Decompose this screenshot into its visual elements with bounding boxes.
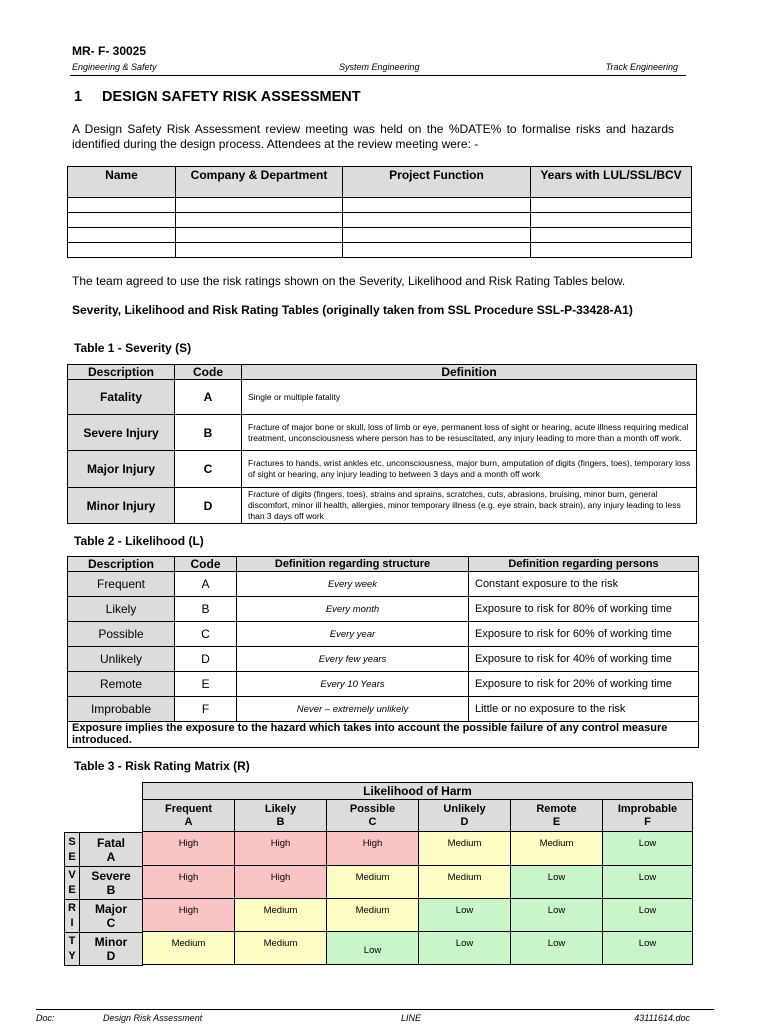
- attendees-header-years: Years with LUL/SSL/BCV: [531, 167, 692, 198]
- likelihood-persons: Little or no exposure to the risk: [469, 697, 699, 722]
- severity-table: [67, 364, 697, 524]
- severity-header-definition: Definition: [242, 365, 697, 380]
- severity-definition: Fractures to hands, wrist ankles etc, unconsciousness, major burn, amputation of digits (fingers, toes), temporary loss of sight or hearing, any injury leading to between 3 days and a month off work: [242, 451, 697, 488]
- likelihood-persons: Exposure to risk for 80% of working time: [469, 597, 699, 622]
- severity-definition: Fracture of major bone or skull, loss of limb or eye, permanent loss of sight or hearing, acute illness requiring medical treatment, unconsciousness where person has to be resuscitated, any injury leading to more than a month off work.: [242, 415, 697, 451]
- footer-doc-title: Design Risk Assessment: [103, 1013, 203, 1023]
- severity-axis: [64, 832, 143, 966]
- risk-cell: High: [143, 899, 235, 932]
- likelihood-table: [67, 556, 699, 748]
- likelihood-description: Frequent: [68, 572, 175, 597]
- risk-cell: Low: [511, 932, 603, 965]
- likelihood-description: Likely: [68, 597, 175, 622]
- section-title: DESIGN SAFETY RISK ASSESSMENT: [102, 89, 361, 105]
- severity-description: Severe Injury: [68, 415, 175, 451]
- likelihood-code: B: [175, 597, 237, 622]
- matrix-row: [143, 832, 693, 866]
- severity-description: Fatality: [68, 380, 175, 415]
- likelihood-of-harm-title: Likelihood of Harm: [143, 783, 693, 800]
- likelihood-code: F: [175, 697, 237, 722]
- likelihood-code: A: [175, 572, 237, 597]
- footer-line: LINE: [401, 1013, 422, 1023]
- risk-matrix-table: [142, 782, 693, 965]
- matrix-column-header: Unlikely D: [419, 800, 511, 832]
- team-agreement-text: The team agreed to use the risk ratings shown on the Severity, Likelihood and Risk Rating Tables below.: [72, 274, 626, 288]
- risk-cell: Medium: [419, 866, 511, 899]
- matrix-column-header: Likely B: [235, 800, 327, 832]
- likelihood-row: [68, 672, 699, 697]
- likelihood-description: Unlikely: [68, 647, 175, 672]
- likelihood-header-persons: Definition regarding persons: [469, 557, 699, 572]
- document-number: MR- F- 30025: [72, 44, 147, 58]
- risk-cell: Low: [603, 932, 693, 965]
- risk-cell: Low: [511, 899, 603, 932]
- likelihood-code: D: [175, 647, 237, 672]
- severity-header-description: Description: [68, 365, 175, 380]
- matrix-row-header: Major C: [80, 900, 143, 933]
- risk-cell: Low: [419, 932, 511, 965]
- severity-code: C: [175, 451, 242, 488]
- risk-cell: Low: [511, 866, 603, 899]
- section-heading: [74, 89, 361, 105]
- severity-row: [68, 488, 697, 524]
- matrix-row-header: Minor D: [80, 933, 143, 966]
- attendee-row: [68, 213, 692, 228]
- severity-caption: Table 1 - Severity (S): [74, 341, 192, 355]
- severity-letters: R I: [65, 900, 80, 933]
- attendees-table: [67, 166, 692, 258]
- risk-cell: High: [143, 866, 235, 899]
- matrix-caption: Table 3 - Risk Rating Matrix (R): [74, 759, 250, 773]
- severity-code: B: [175, 415, 242, 451]
- intro-paragraph: A Design Safety Risk Assessment review meeting was held on the %DATE% to formalise risks and hazards identified during the design process. Attendees at the review meeting were: -: [72, 122, 674, 151]
- severity-row: [68, 380, 697, 415]
- attendees-header-function: Project Function: [343, 167, 531, 198]
- likelihood-row: [68, 697, 699, 722]
- likelihood-persons: Exposure to risk for 40% of working time: [469, 647, 699, 672]
- likelihood-persons: Exposure to risk for 60% of working time: [469, 622, 699, 647]
- matrix-column-header: Remote E: [511, 800, 603, 832]
- risk-cell: Medium: [327, 866, 419, 899]
- risk-cell: Medium: [419, 832, 511, 866]
- risk-cell: Medium: [235, 932, 327, 965]
- likelihood-code: C: [175, 622, 237, 647]
- risk-cell: Medium: [511, 832, 603, 866]
- risk-cell: Low: [327, 932, 419, 965]
- matrix-row: [143, 932, 693, 965]
- footer-rule: [36, 1009, 714, 1010]
- severity-definition: Fracture of digits (fingers, toes), strains and sprains, scratches, cuts, abrasions, bruising, minor burn, general discomfort, minor ill health, allergies, minor temporary illness (e.g. eye strain, back strain), any injury leading to less than 3 days off work: [242, 488, 697, 524]
- risk-cell: High: [327, 832, 419, 866]
- attendee-row: [68, 243, 692, 258]
- risk-cell: High: [235, 866, 327, 899]
- header-discipline: System Engineering: [339, 62, 420, 72]
- risk-cell: Low: [603, 866, 693, 899]
- likelihood-description: Possible: [68, 622, 175, 647]
- likelihood-structure: Every month: [237, 597, 469, 622]
- exposure-note: Exposure implies the exposure to the hazard which takes into account the possible failure of any control measure introduced.: [68, 722, 699, 748]
- matrix-row-header: Severe B: [80, 867, 143, 900]
- matrix-row: [143, 866, 693, 899]
- severity-description: Major Injury: [68, 451, 175, 488]
- likelihood-structure: Every week: [237, 572, 469, 597]
- severity-letters: V E: [65, 867, 80, 900]
- header-department: Engineering & Safety: [72, 62, 157, 72]
- likelihood-structure: Never – extremely unlikely: [237, 697, 469, 722]
- attendee-row: [68, 198, 692, 213]
- risk-cell: Low: [603, 832, 693, 866]
- severity-row: [68, 415, 697, 451]
- attendees-header-name: Name: [68, 167, 176, 198]
- risk-cell: Medium: [143, 932, 235, 965]
- likelihood-row: [68, 622, 699, 647]
- risk-cell: Medium: [327, 899, 419, 932]
- footer-filename: 43111614.doc: [634, 1013, 690, 1023]
- matrix-row: [143, 899, 693, 932]
- matrix-column-header: Frequent A: [143, 800, 235, 832]
- likelihood-structure: Every year: [237, 622, 469, 647]
- risk-cell: Medium: [235, 899, 327, 932]
- matrix-row-header: Fatal A: [80, 833, 143, 867]
- tables-heading: Severity, Likelihood and Risk Rating Tables (originally taken from SSL Procedure SSL-P-33428-A1): [72, 303, 633, 317]
- likelihood-row: [68, 597, 699, 622]
- risk-cell: Low: [419, 899, 511, 932]
- attendee-row: [68, 228, 692, 243]
- header-rule: [70, 75, 686, 76]
- likelihood-structure: Every few years: [237, 647, 469, 672]
- risk-cell: High: [235, 832, 327, 866]
- matrix-column-header: Improbable F: [603, 800, 693, 832]
- likelihood-structure: Every 10 Years: [237, 672, 469, 697]
- severity-code: D: [175, 488, 242, 524]
- severity-definition: Single or multiple fatality: [242, 380, 697, 415]
- likelihood-row: [68, 647, 699, 672]
- attendees-header-company: Company & Department: [176, 167, 343, 198]
- footer-doc-label: Doc:: [36, 1013, 55, 1023]
- severity-letters: T Y: [65, 933, 80, 966]
- likelihood-caption: Table 2 - Likelihood (L): [74, 534, 204, 548]
- likelihood-persons: Constant exposure to the risk: [469, 572, 699, 597]
- severity-letters: S E: [65, 833, 80, 867]
- risk-cell: High: [143, 832, 235, 866]
- likelihood-code: E: [175, 672, 237, 697]
- likelihood-description: Improbable: [68, 697, 175, 722]
- likelihood-persons: Exposure to risk for 20% of working time: [469, 672, 699, 697]
- risk-cell: Low: [603, 899, 693, 932]
- severity-header-code: Code: [175, 365, 242, 380]
- likelihood-header-code: Code: [175, 557, 237, 572]
- likelihood-header-description: Description: [68, 557, 175, 572]
- header-area: Track Engineering: [605, 62, 678, 72]
- severity-row: [68, 451, 697, 488]
- matrix-column-header: Possible C: [327, 800, 419, 832]
- severity-code: A: [175, 380, 242, 415]
- section-number: 1: [74, 89, 83, 105]
- likelihood-description: Remote: [68, 672, 175, 697]
- severity-description: Minor Injury: [68, 488, 175, 524]
- likelihood-row: [68, 572, 699, 597]
- likelihood-header-structure: Definition regarding structure: [237, 557, 469, 572]
